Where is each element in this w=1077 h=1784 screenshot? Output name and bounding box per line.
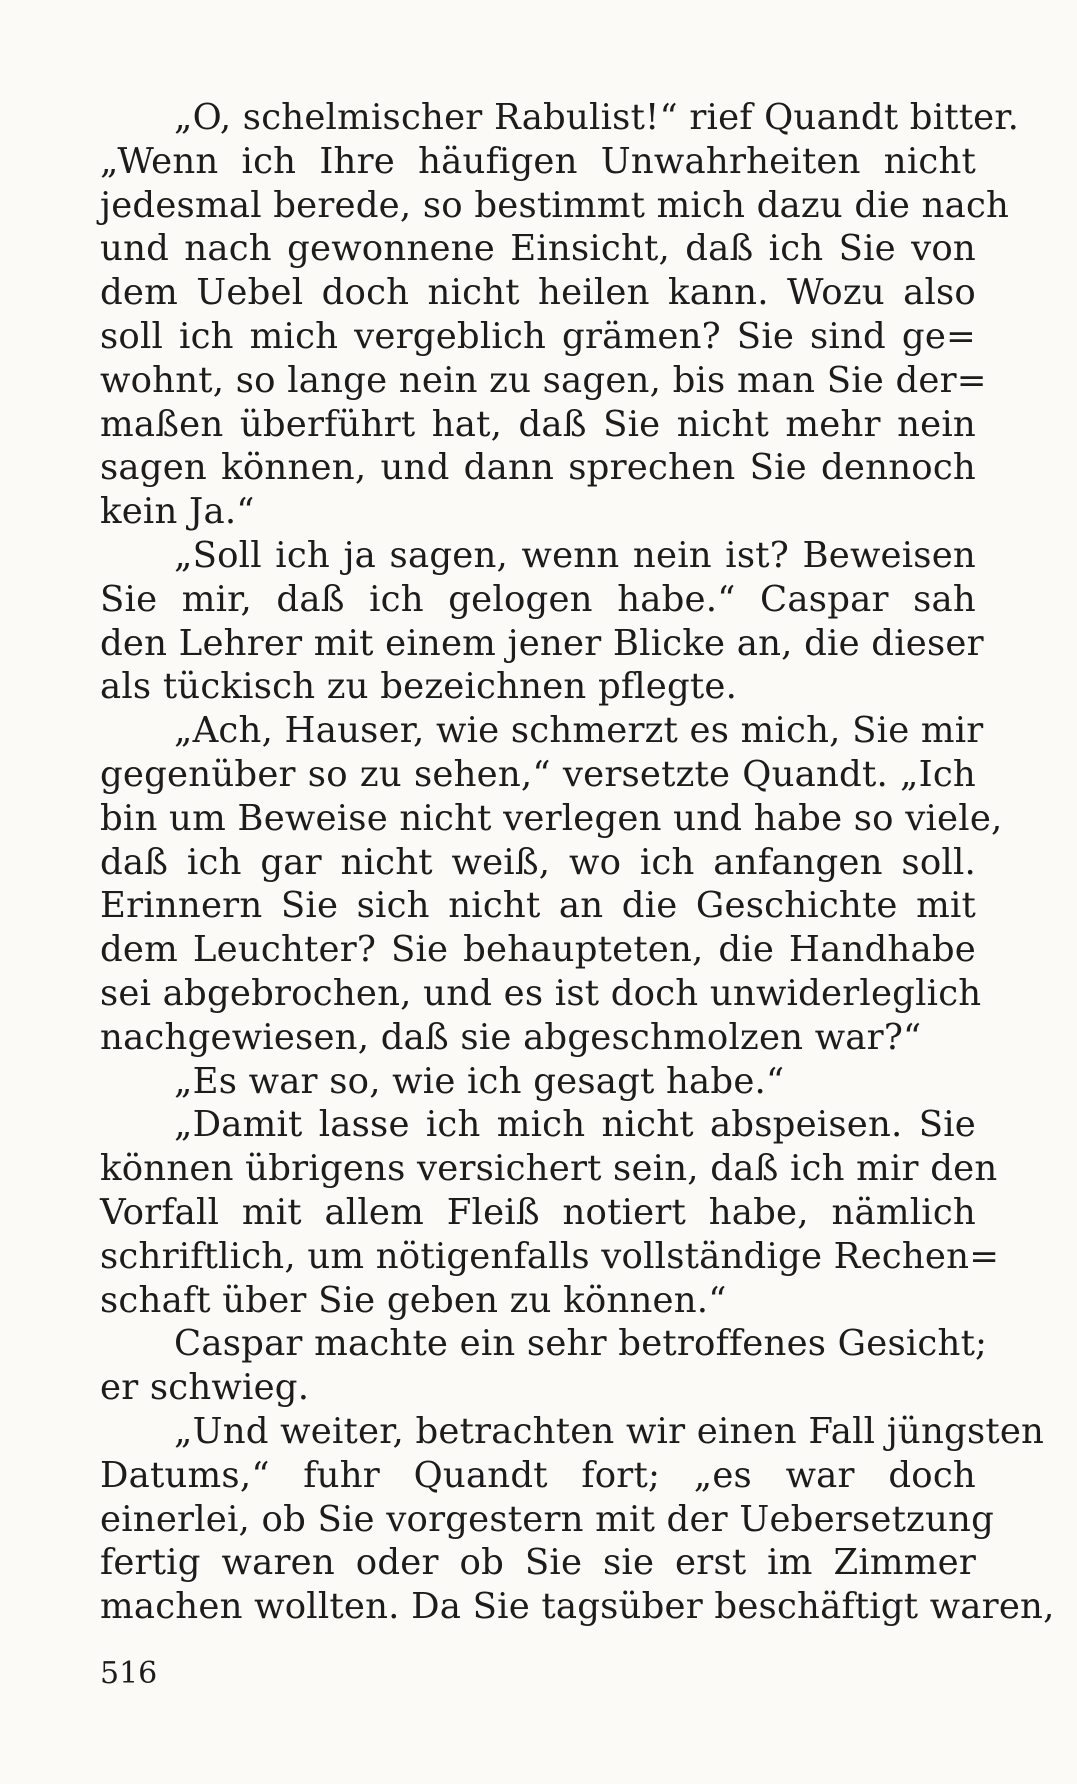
text-line: Datums,“ fuhr Quandt fort; „es war doch: [100, 1454, 976, 1496]
text-line: nachgewiesen, daß sie abgeschmolzen war?“: [100, 1016, 922, 1058]
text-line: als tückisch zu bezeichnen pflegte.: [100, 666, 738, 708]
text-line: „Es war so, wie ich gesagt habe.“: [174, 1060, 785, 1102]
text-line: Vorfall mit allem Fleiß notiert habe, nämlich: [100, 1191, 976, 1233]
text-line: wohnt, so lange nein zu sagen, bis man Sie der=: [100, 359, 987, 401]
text-line: maßen überführt hat, daß Sie nicht mehr nein: [100, 403, 976, 445]
text-line: gegenüber so zu sehen,“ versetzte Quandt. „Ich: [100, 753, 976, 795]
text-line: Sie mir, daß ich gelogen habe.“ Caspar sah: [100, 578, 976, 620]
text-line: „Ach, Hauser, wie schmerzt es mich, Sie mir: [174, 710, 984, 752]
text-line: schaft über Sie geben zu können.“: [100, 1279, 727, 1321]
text-line: daß ich gar nicht weiß, wo ich anfangen soll.: [100, 841, 976, 883]
text-line: und nach gewonnene Einsicht, daß ich Sie von: [100, 228, 976, 270]
text-line: sagen können, und dann sprechen Sie dennoch: [100, 447, 976, 489]
body-text: [100, 96, 1055, 1629]
text-line: „Soll ich ja sagen, wenn nein ist? Beweisen: [174, 534, 976, 576]
text-line: kein Ja.“: [100, 491, 255, 533]
text-line: fertig waren oder ob Sie sie erst im Zimmer: [100, 1542, 976, 1584]
text-line: den Lehrer mit einem jener Blicke an, die dieser: [100, 622, 984, 664]
text-line: Caspar machte ein sehr betroffenes Gesicht;: [174, 1323, 988, 1365]
text-line: machen wollten. Da Sie tagsüber beschäftigt waren,: [100, 1586, 1055, 1628]
text-line: dem Leuchter? Sie behaupteten, die Handhabe: [100, 929, 976, 971]
text-line: „Und weiter, betrachten wir einen Fall jüngsten: [174, 1410, 1045, 1452]
text-line: Erinnern Sie sich nicht an die Geschichte mit: [100, 885, 976, 927]
text-line: er schwieg.: [100, 1367, 310, 1409]
text-line: „O, schelmischer Rabulist!“ rief Quandt bitter.: [174, 97, 1020, 138]
text-line: können übrigens versichert sein, daß ich mir den: [100, 1148, 998, 1190]
text-line: dem Uebel doch nicht heilen kann. Wozu also: [100, 272, 976, 314]
text-line: „Wenn ich Ihre häufigen Unwahrheiten nicht: [100, 140, 976, 182]
text-line: soll ich mich vergeblich grämen? Sie sind ge=: [100, 315, 976, 357]
text-line: sei abgebrochen, und es ist doch unwiderleglich: [100, 972, 982, 1014]
text-line: schriftlich, um nötigenfalls vollständige Rechen=: [100, 1235, 1000, 1277]
page-number: 516: [100, 1656, 158, 1691]
text-line: bin um Beweise nicht verlegen und habe so viele,: [100, 797, 1003, 839]
text-line: jedesmal berede, so bestimmt mich dazu die nach: [100, 184, 1010, 226]
text-line: einerlei, ob Sie vorgestern mit der Uebersetzung: [100, 1498, 995, 1540]
text-line: „Damit lasse ich mich nicht abspeisen. Sie: [174, 1104, 976, 1146]
